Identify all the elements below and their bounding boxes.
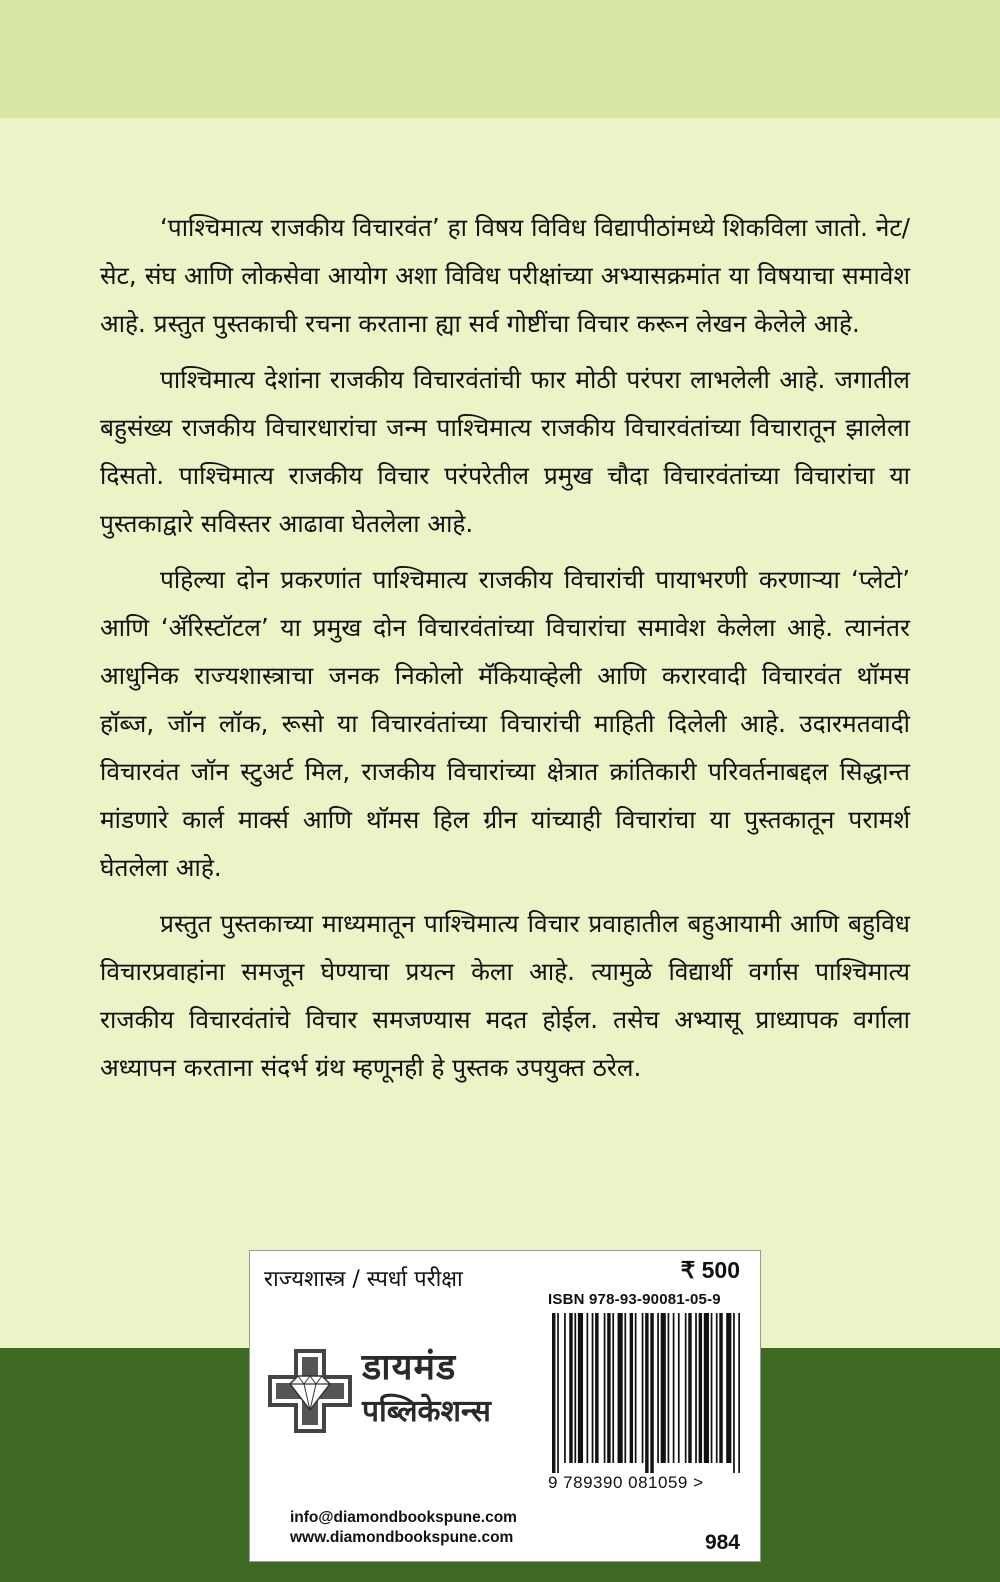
isbn-label: ISBN 978-93-90081-05-9: [548, 1291, 721, 1308]
blurb-paragraph-3: पहिल्या दोन प्रकरणांत पाश्चिमात्य राजकीय विचारांची पायाभरणी करणाऱ्या ‘प्लेटो’ आणि ‘ॲरिस्टॉटल’ या प्रमुख दोन विचारवंतांच्या विचारांचा समावेश केलेला आहे. त्यानंतर आधुनिक राज्यशास्त्राचा जनक निकोलो मॅकियाव्हेली आणि करारवादी विचारवंत थॉमस हॉब्ज, जॉन लॉक, रूसो या विचारवंतांच्या विचारांची माहिती दिलेली आहे. उदारमतवादी विचारवंत जॉन स्टुअर्ट मिल, राजकीय विचारांच्या क्षेत्रात क्रांतिकारी परिवर्तनाबद्दल सिद्धान्त मांडणारे कार्ल मार्क्स आणि थॉमस हिल ग्रीन यांच्याही विचारांचा या पुस्तकातून परामर्श घेतलेला आहे.: [100, 565, 910, 882]
barcode-icon: [552, 1313, 740, 1473]
book-code: 984: [704, 1531, 740, 1554]
publisher-subtitle: पब्लिकेशन्स: [362, 1394, 491, 1429]
info-box-right: [548, 1251, 754, 1561]
barcode-digits: 9 789390 081059 >: [548, 1473, 704, 1492]
info-box: [249, 1250, 761, 1562]
back-cover-blurb: [100, 204, 910, 1100]
publisher-website: www.diamondbookspune.com: [290, 1529, 514, 1546]
blurb-paragraph-4: प्रस्तुत पुस्तकाच्या माध्यमातून पाश्चिमात्य विचार प्रवाहातील बहुआयामी आणि बहुविध विचारप्रवाहांना समजून घेण्याचा प्रयत्न केला आहे. त्यामुळे विद्यार्थी वर्गास पाश्चिमात्य राजकीय विचारवंतांचे विचार समजण्यास मदत होईल. तसेच अभ्यासू प्राध्यापक वर्गाला अध्यापन करताना संदर्भ ग्रंथ म्हणूनही हे पुस्तक उपयुक्त ठरेल.: [100, 909, 910, 1082]
publisher-name: डायमंड: [362, 1347, 457, 1388]
publisher-logo: [264, 1341, 534, 1441]
blurb-paragraph-1: ‘पाश्चिमात्य राजकीय विचारवंत’ हा विषय विविध विद्यापीठांमध्ये शिकविला जातो. नेट/सेट, संघ आणि लोकसेवा आयोग अशा विविध परीक्षांच्या अभ्यासक्रमांत या विषयाचा समावेश आहे. प्रस्तुत पुस्तकाची रचना करताना ह्या सर्व गोष्टींचा विचार करून लेखन केलेले आहे.: [100, 213, 910, 338]
blurb-paragraph-2: पाश्चिमात्य देशांना राजकीय विचारवंतांची फार मोठी परंपरा लाभलेली आहे. जगातील बहुसंख्य राजकीय विचारधारांचा जन्म पाश्चिमात्य राजकीय विचारवंतांच्या विचारातून झालेला दिसतो. पाश्चिमात्य राजकीय विचार परंपरेतील प्रमुख चौदा विचारवंतांच्या विचारांचा या पुस्तकाद्वारे सविस्तर आढावा घेतलेला आहे.: [100, 365, 910, 538]
top-band: [0, 0, 1000, 118]
info-box-left: [264, 1251, 544, 1561]
price-label: ₹ 500: [680, 1257, 740, 1283]
category-label: राज्यशास्त्र / स्पर्धा परीक्षा: [264, 1267, 463, 1292]
diamond-cross-logo-icon: [264, 1345, 356, 1437]
publisher-email: info@diamondbookspune.com: [290, 1509, 517, 1526]
